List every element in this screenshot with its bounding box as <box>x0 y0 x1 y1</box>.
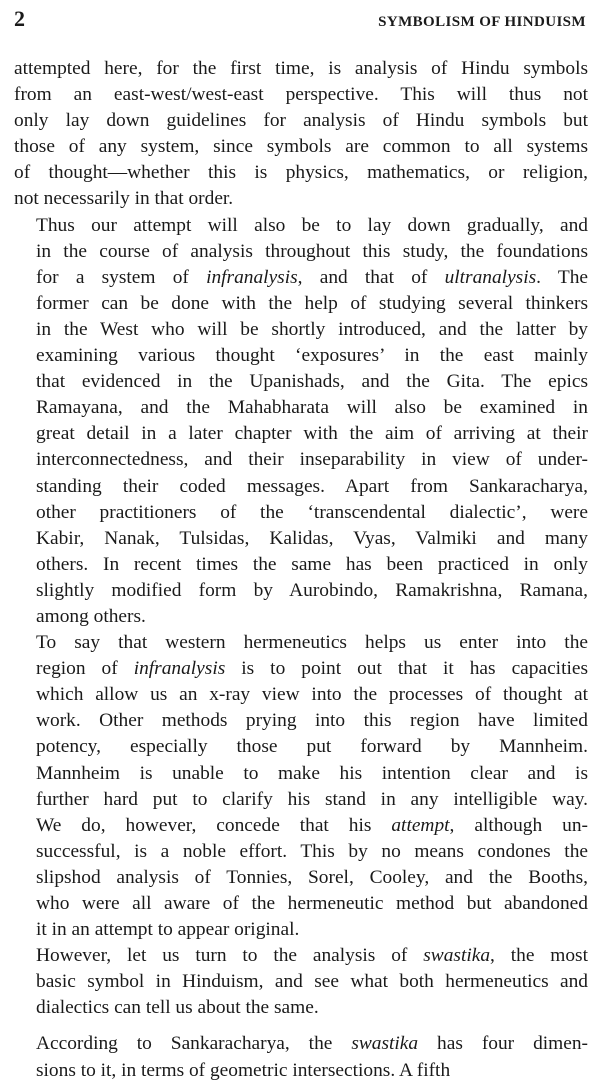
text-line: which allow us an x-ray view into the processes of thought at <box>36 684 588 706</box>
text-line: slightly modified form by Aurobindo, Ramakrishna, Ramana, <box>36 579 588 601</box>
text-line: those of any system, since symbols are common to all systems <box>14 136 588 158</box>
text-line: in the West who will be shortly introduced, and the latter by <box>36 318 588 340</box>
text-line: According to Sankaracharya, the swastika has four dimen- <box>36 1033 588 1055</box>
text-line: great detail in a later chapter with the aim of arriving at their <box>36 423 588 445</box>
paragraph <box>14 213 588 631</box>
text-line: other practitioners of the ‘transcendental dialectic’, were <box>36 501 588 523</box>
text-line: further hard put to clarify his stand in any intelligible way. <box>36 788 588 810</box>
paragraph <box>14 943 588 1021</box>
text-line: it in an attempt to appear original. <box>36 919 300 941</box>
text-line: who were all aware of the hermeneutic method but abandoned <box>36 893 588 914</box>
text-line: basic symbol in Hinduism, and see what both hermeneutics and <box>36 971 588 993</box>
text-line: attempted here, for the first time, is analysis of Hindu symbols <box>14 58 588 79</box>
text-line: examining various thought ‘exposures’ in the east mainly <box>36 345 588 367</box>
text-line: from an east-west/west-east perspective. This will thus not <box>14 84 588 106</box>
text-line: former can be done with the help of studying several thinkers <box>36 292 588 314</box>
text-line: not necessarily in that order. <box>14 188 234 210</box>
text-line: standing their coded messages. Apart from Sankaracharya, <box>36 475 588 497</box>
paragraph-gap <box>14 1021 588 1031</box>
text-line: among others. <box>36 605 146 627</box>
page-number: 2 <box>14 6 25 31</box>
emphasized-term: infranalysis <box>206 266 298 288</box>
text-line: others. In recent times the same has been practiced in only <box>36 553 588 575</box>
text-line: Ramayana, and the Mahabharata will also be examined in <box>36 397 588 419</box>
text-line: interconnectedness, and their inseparability in view of under- <box>36 449 588 471</box>
text-line: However, let us turn to the analysis of swastika, the most <box>36 945 588 967</box>
paragraph <box>14 56 588 213</box>
text-line: slipshod analysis of Tonnies, Sorel, Cooley, and the Booths, <box>36 866 588 888</box>
text-line: that evidenced in the Upanishads, and the Gita. The epics <box>36 371 588 393</box>
text-line: only lay down guidelines for analysis of Hindu symbols but <box>14 110 588 132</box>
text-line: Thus our attempt will also be to lay down gradually, and <box>36 214 588 236</box>
page-header <box>14 6 588 36</box>
text-line: To say that western hermeneutics helps us enter into the <box>36 632 588 654</box>
paragraph <box>14 1031 588 1083</box>
text-line: for a system of infranalysis, and that of ultranalysis. The <box>36 266 589 288</box>
text-line: successful, is a noble effort. This by no means condones the <box>36 840 588 862</box>
text-line: We do, however, concede that his attempt, although un- <box>36 814 588 836</box>
body-text <box>14 56 588 1084</box>
text-line: region of infranalysis is to point out that it has capacities <box>36 658 588 680</box>
text-line: Kabir, Nanak, Tulsidas, Kalidas, Vyas, Valmiki and many <box>36 527 588 549</box>
text-line: dialectics can tell us about the same. <box>36 997 319 1019</box>
text-line: Mannheim is unable to make his intention clear and is <box>36 762 588 784</box>
text-line: work. Other methods prying into this region have limited <box>36 710 588 732</box>
text-line: in the course of analysis throughout this study, the foundations <box>36 240 588 262</box>
text-line: of thought—whether this is physics, mathematics, or religion, <box>14 162 588 184</box>
text-line: potency, especially those put forward by Mannheim. <box>36 736 588 758</box>
paragraph <box>14 630 588 943</box>
emphasized-term: infranalysis <box>133 658 226 680</box>
emphasized-term: swastika <box>351 1033 419 1055</box>
running-head: SYMBOLISM OF HINDUISM <box>378 14 586 30</box>
text-line: sions to it, in terms of geometric intersections. A fifth <box>36 1059 451 1081</box>
emphasized-term: ultranalysis <box>444 266 537 288</box>
emphasized-term: swastika <box>423 945 491 967</box>
emphasized-term: attempt <box>391 814 450 836</box>
